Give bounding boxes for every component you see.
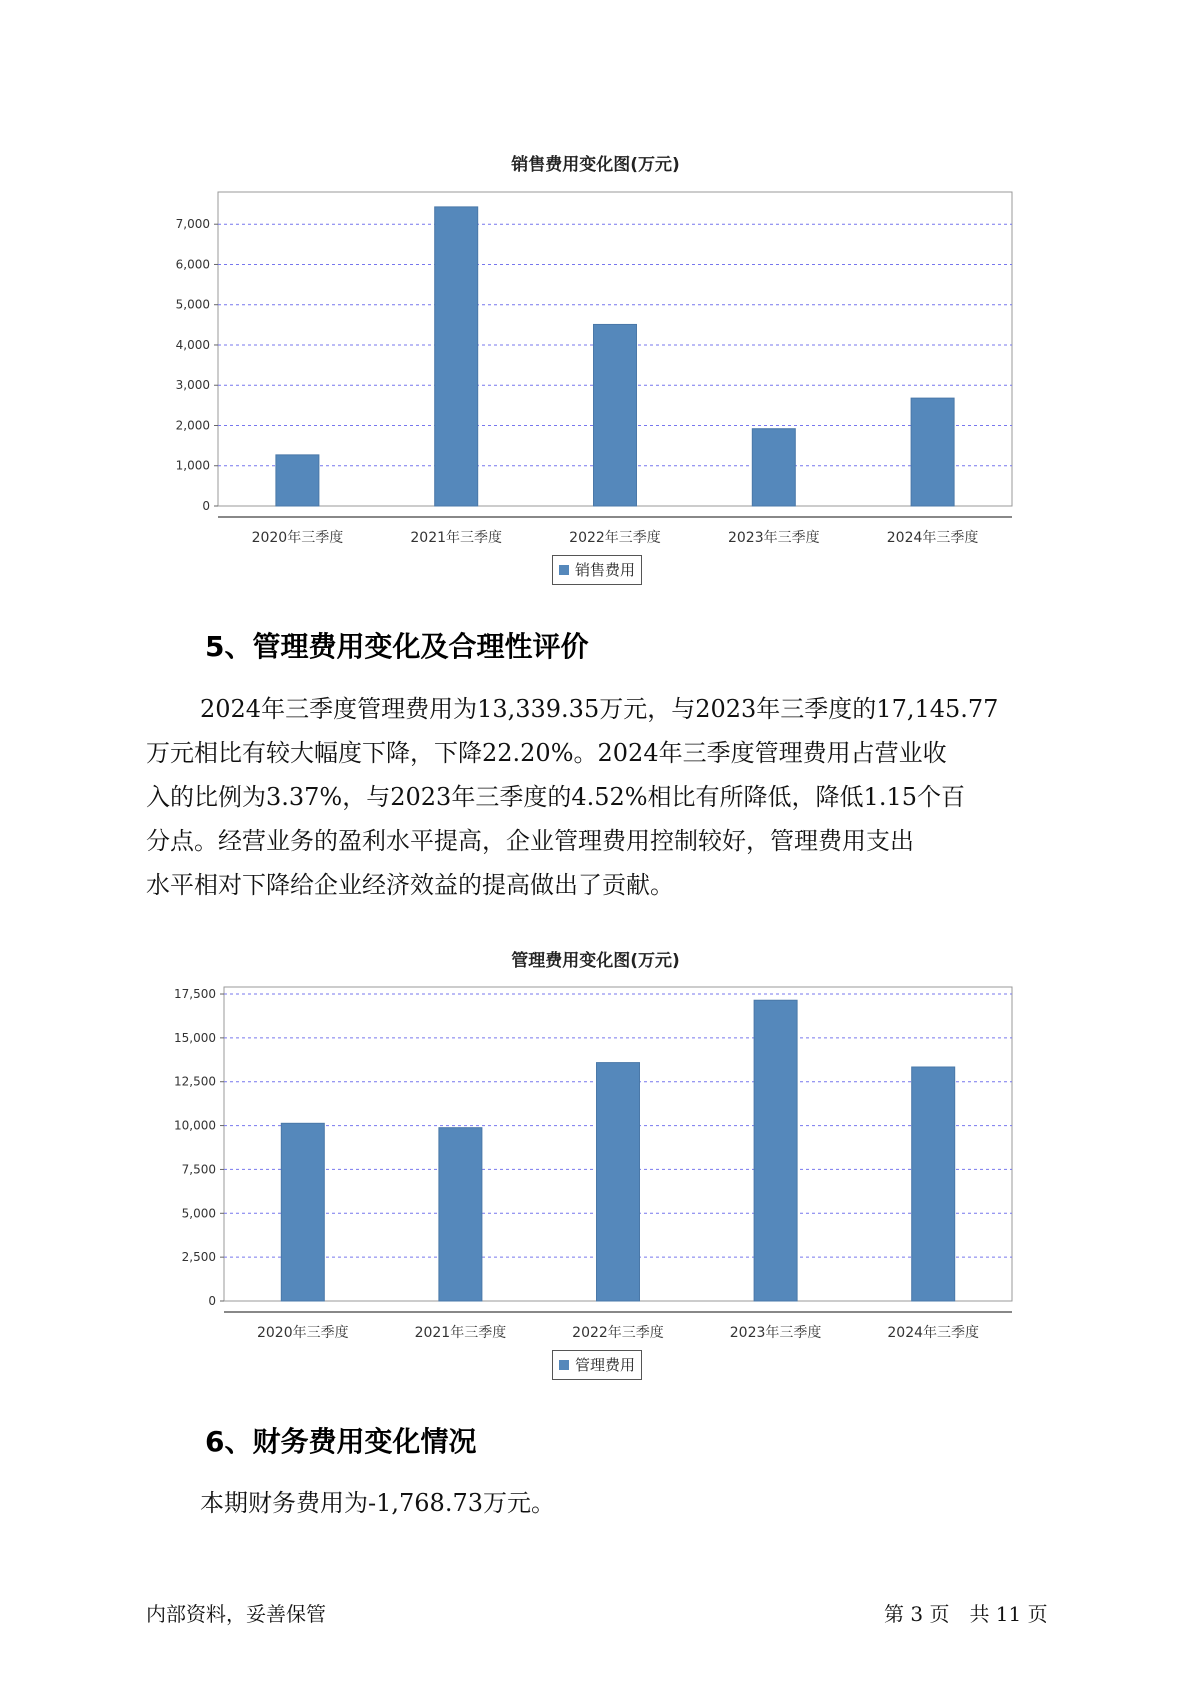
y-tick-label: 0 bbox=[202, 499, 210, 513]
paragraph-line: 水平相对下降给企业经济效益的提高做出了贡献。 bbox=[146, 871, 674, 899]
y-tick-label: 2,500 bbox=[181, 1250, 216, 1265]
section6-text: 本期财务费用为-1,768.73万元。 bbox=[200, 1489, 555, 1517]
x-tick-label: 2022年三季度 bbox=[569, 530, 661, 546]
y-tick-label: 4,000 bbox=[175, 337, 210, 352]
y-tick-label: 7,500 bbox=[181, 1162, 216, 1177]
legend-swatch bbox=[559, 1360, 569, 1370]
y-tick-label: 1,000 bbox=[175, 458, 210, 473]
sales-chart-title: 销售费用变化图(万元) bbox=[511, 155, 680, 175]
sales-expense-chart bbox=[0, 180, 1191, 546]
y-tick-label: 3,000 bbox=[175, 378, 210, 393]
y-tick-label: 6,000 bbox=[175, 257, 210, 272]
y-tick-label: 5,000 bbox=[181, 1206, 216, 1221]
x-tick-label: 2021年三季度 bbox=[414, 1325, 507, 1341]
footer-confidential: 内部资料，妥善保管 bbox=[146, 1602, 326, 1626]
legend-swatch bbox=[559, 565, 569, 575]
paragraph-line: 万元相比有较大幅度下降，下降22.20%。2024年三季度管理费用占营业收 bbox=[146, 739, 947, 767]
admin-expense-chart bbox=[0, 975, 1191, 1341]
y-tick-label: 5,000 bbox=[175, 297, 210, 312]
bar bbox=[594, 324, 637, 506]
section5-heading: 5、管理费用变化及合理性评价 bbox=[205, 630, 589, 663]
legend-label: 管理费用 bbox=[575, 1356, 636, 1374]
y-tick-label: 0 bbox=[208, 1294, 216, 1308]
bar bbox=[597, 1063, 640, 1301]
y-tick-label: 10,000 bbox=[174, 1118, 216, 1133]
bar bbox=[281, 1123, 324, 1301]
x-tick-label: 2020年三季度 bbox=[256, 1325, 349, 1341]
x-tick-label: 2020年三季度 bbox=[251, 530, 344, 546]
paragraph-line: 分点。经营业务的盈利水平提高，企业管理费用控制较好，管理费用支出 bbox=[146, 827, 914, 855]
legend-label: 销售费用 bbox=[575, 561, 636, 579]
x-tick-label: 2023年三季度 bbox=[729, 1325, 822, 1341]
y-tick-label: 7,000 bbox=[175, 217, 210, 232]
bar bbox=[752, 429, 795, 506]
sales-chart-legend bbox=[552, 555, 642, 585]
y-tick-label: 2,000 bbox=[175, 418, 210, 433]
admin-chart-title: 管理费用变化图(万元) bbox=[511, 951, 680, 971]
x-tick-label: 2023年三季度 bbox=[727, 530, 820, 546]
paragraph-line: 2024年三季度管理费用为13,339.35万元，与2023年三季度的17,145.77 bbox=[200, 695, 999, 723]
bar bbox=[439, 1128, 482, 1301]
y-tick-label: 17,500 bbox=[174, 987, 216, 1002]
y-tick-label: 15,000 bbox=[174, 1030, 216, 1045]
x-tick-label: 2021年三季度 bbox=[410, 530, 503, 546]
bar bbox=[912, 1067, 955, 1301]
x-tick-label: 2022年三季度 bbox=[572, 1325, 664, 1341]
paragraph-line: 入的比例为3.37%，与2023年三季度的4.52%相比有所降低，降低1.15个百 bbox=[146, 783, 965, 811]
x-tick-label: 2024年三季度 bbox=[887, 1325, 980, 1341]
bar bbox=[276, 455, 319, 506]
x-tick-label: 2024年三季度 bbox=[886, 530, 979, 546]
footer-page-number: 第 3 页 共 11 页 bbox=[884, 1602, 1048, 1626]
y-tick-label: 12,500 bbox=[174, 1074, 216, 1089]
section6-heading: 6、财务费用变化情况 bbox=[205, 1425, 477, 1458]
bar bbox=[911, 398, 954, 506]
admin-chart-legend bbox=[552, 1350, 642, 1380]
bar bbox=[435, 207, 478, 506]
bar bbox=[754, 1000, 797, 1301]
